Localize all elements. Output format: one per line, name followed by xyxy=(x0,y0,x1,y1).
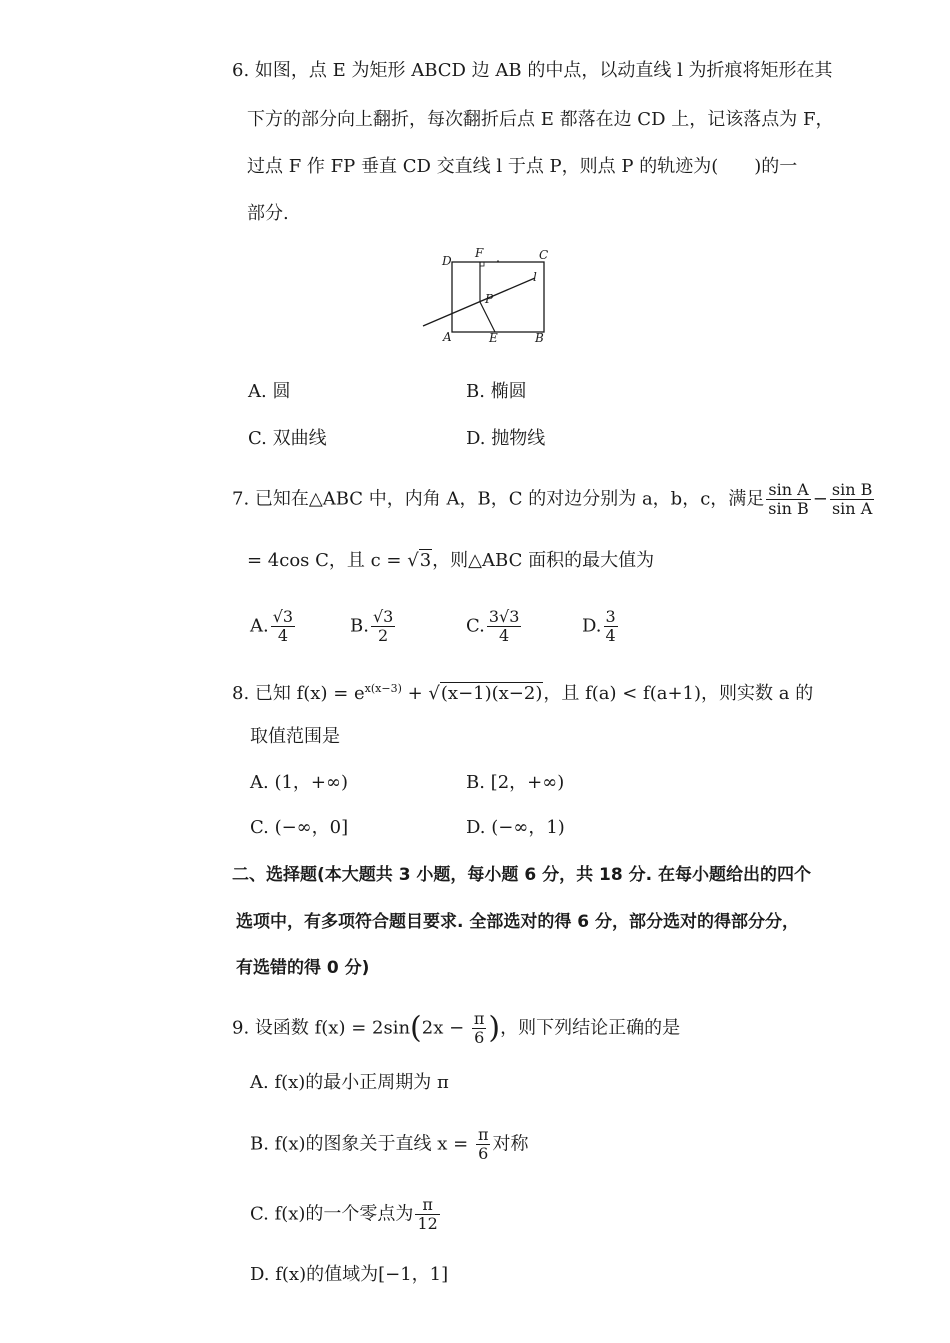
q7-opt-b-label: B. xyxy=(350,615,369,637)
q7-sqrt-sign: √ xyxy=(407,550,419,571)
q9-opt-c-num: π xyxy=(415,1196,439,1215)
q7-line-2 xyxy=(247,548,654,574)
q7-opt-d-label: D. xyxy=(582,615,602,637)
q6-option-c: C. 双曲线 xyxy=(248,428,327,449)
q8-option-c: C. (−∞，0] xyxy=(250,817,349,838)
q9-opt-c-den: 12 xyxy=(417,1214,438,1233)
q6-line-3: 过点 F 作 FP 垂直 CD 交直线 l 于点 P，则点 P 的轨迹为( )的一 xyxy=(247,156,798,177)
q7-fraction-2 xyxy=(830,481,874,518)
tick-mark xyxy=(497,260,499,262)
q7-opt-b-frac xyxy=(371,608,395,645)
q9-option-b xyxy=(250,1126,528,1163)
q7-opt-c-den: 4 xyxy=(499,626,510,645)
q9-frac-den: 6 xyxy=(474,1028,485,1047)
q7-fraction-1 xyxy=(766,481,810,518)
label-d: D xyxy=(442,254,452,268)
q8-option-b: B. [2，+∞) xyxy=(466,772,565,793)
q8-exponent: x(x−3) xyxy=(364,682,402,695)
q9-opt-b-post: 对称 xyxy=(492,1133,529,1155)
q8-sqrt-sign: √ xyxy=(428,683,440,704)
q9-frac-num: π xyxy=(473,1009,485,1028)
q9-option-d: D. f(x)的值域为[−1，1] xyxy=(250,1264,449,1285)
q6-option-b: B. 椭圆 xyxy=(466,381,527,402)
section2-line-2: 选项中，有多项符合题目要求. 全部选对的得 6 分，部分选对的得部分分， xyxy=(236,912,800,932)
q6-line-2: 下方的部分向上翻折，每次翻折后点 E 都落在边 CD 上，记该落点为 F， xyxy=(247,109,834,130)
q8-option-a: A. (1，+∞) xyxy=(250,772,349,793)
q7-opt-a-num: √3 xyxy=(272,607,294,626)
q7-frac1-num: sin A xyxy=(766,481,810,500)
label-c: C xyxy=(539,248,549,262)
label-a: A xyxy=(443,330,452,344)
q9-line-1 xyxy=(232,1010,680,1047)
q6-option-a: A. 圆 xyxy=(248,381,291,402)
q7-opt-c-label: C. xyxy=(466,615,485,637)
q7-option-c xyxy=(466,608,523,645)
q6-line-4: 部分. xyxy=(247,203,289,224)
q7-sqrt-value: 3 xyxy=(419,550,432,571)
q9-opt-b-pre: B. f(x)的图象关于直线 x = xyxy=(250,1133,474,1155)
q7-option-b xyxy=(350,608,397,645)
q6-line-1: 6. 如图，点 E 为矩形 ABCD 边 AB 的中点，以动直线 l 为折痕将矩形在其 xyxy=(232,60,833,81)
q9-right-paren: ) xyxy=(488,1010,501,1046)
q9-opt-c-frac xyxy=(415,1196,439,1233)
q9-stem-post: ，则下列结论正确的是 xyxy=(500,1017,681,1039)
q7-opt-a-label: A. xyxy=(250,615,269,637)
q7-frac2-den: sin A xyxy=(831,499,873,518)
q7-line2-post: ，则△ABC 面积的最大值为 xyxy=(432,550,655,571)
q9-stem: 9. 设函数 f(x) = 2sin xyxy=(232,1017,411,1039)
fold-line-l xyxy=(423,278,535,326)
label-f: F xyxy=(475,246,484,260)
q9-frac xyxy=(472,1010,487,1047)
label-b: B xyxy=(535,331,544,345)
q7-opt-b-num: √3 xyxy=(372,607,394,626)
q6-figure xyxy=(415,240,575,350)
q7-opt-b-den: 2 xyxy=(378,626,389,645)
q7-option-a xyxy=(250,608,297,645)
label-e: E xyxy=(489,331,498,345)
q7-opt-d-num: 3 xyxy=(605,607,616,626)
q9-opt-b-den: 6 xyxy=(478,1144,489,1163)
q7-opt-d-frac xyxy=(604,608,618,645)
label-l: l xyxy=(533,270,537,284)
q7-line-1 xyxy=(232,481,876,518)
q7-opt-c-frac xyxy=(487,608,522,645)
q8-line-2: 取值范围是 xyxy=(250,726,340,747)
q7-line2-pre: = 4cos C，且 c = xyxy=(247,550,408,571)
q8-option-d: D. (−∞，1) xyxy=(466,817,565,838)
q9-option-c xyxy=(250,1196,442,1233)
q7-frac1-den: sin B xyxy=(768,499,809,518)
q6-option-d: D. 抛物线 xyxy=(466,428,546,449)
q9-opt-b-num: π xyxy=(477,1125,489,1144)
label-p: P xyxy=(485,292,494,306)
q8-line-1 xyxy=(232,676,813,707)
section2-line-3: 有选错的得 0 分) xyxy=(236,958,370,978)
q7-option-d xyxy=(582,608,620,645)
q8-sqrt-body: (x−1)(x−2) xyxy=(440,683,543,704)
q7-opt-c-num: 3√3 xyxy=(488,607,520,626)
q9-opt-c-pre: C. f(x)的一个零点为 xyxy=(250,1203,414,1225)
q9-opt-b-frac xyxy=(476,1126,491,1163)
q7-opt-d-den: 4 xyxy=(605,626,616,645)
q7-opt-a-den: 4 xyxy=(277,626,289,645)
rectangle-abcd xyxy=(452,262,544,332)
q9-inner: 2x − xyxy=(421,1017,470,1039)
q7-stem: 7. 已知在△ABC 中，内角 A，B，C 的对边分别为 a，b，c，满足 xyxy=(232,488,765,510)
section2-line-1: 二、选择题(本大题共 3 小题，每小题 6 分，共 18 分. 在每小题给出的四个 xyxy=(232,865,811,885)
q8-stem: 8. 已知 f(x) = e xyxy=(232,683,365,704)
q9-option-a: A. f(x)的最小正周期为 π xyxy=(250,1072,449,1093)
segment-pe xyxy=(480,302,495,332)
q9-left-paren: ( xyxy=(410,1010,422,1046)
q8-stem-post: ，且 f(a) < f(a+1)，则实数 a 的 xyxy=(543,683,814,704)
q7-minus: − xyxy=(812,488,828,510)
q7-opt-a-frac xyxy=(271,608,295,645)
q7-frac2-num: sin B xyxy=(831,480,873,499)
q8-plus: + xyxy=(401,683,429,704)
